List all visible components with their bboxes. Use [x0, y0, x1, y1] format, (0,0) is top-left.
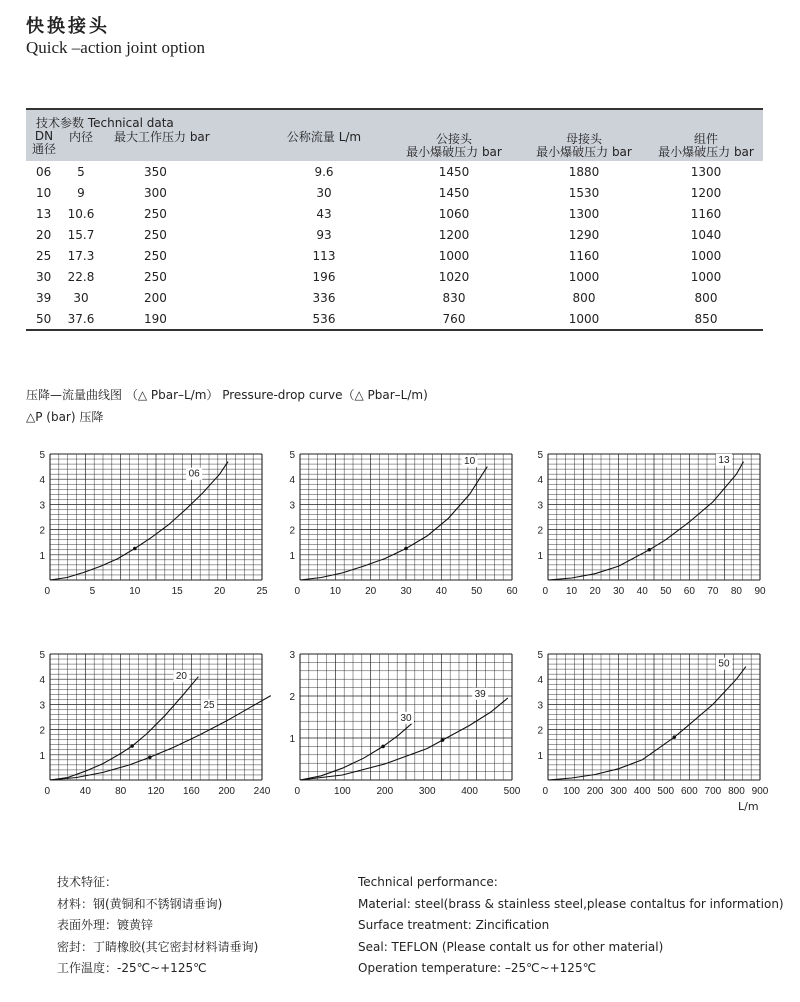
x-tick-label: 0 — [44, 786, 50, 797]
y-tick-label: 4 — [39, 475, 45, 487]
y-tick-label: 5 — [39, 650, 45, 661]
x-tick-label: 10 — [565, 586, 578, 597]
rated-flow-marker — [148, 756, 152, 760]
x-tick-label: 5 — [89, 586, 96, 597]
x-tick-label: 600 — [680, 786, 698, 797]
table-cell-inner: 17.3 — [67, 248, 95, 263]
y-tick-label: 5 — [537, 450, 543, 461]
chart-dn20-25 — [38, 646, 276, 802]
table-header-row — [26, 130, 763, 161]
y-tick-label: 2 — [39, 525, 45, 537]
curve-label: 20 — [175, 671, 188, 683]
y-tick-label: 4 — [537, 475, 543, 487]
header-male — [389, 130, 519, 161]
perf-en-line: Operation temperature: –25℃~+125℃ — [358, 961, 597, 975]
y-tick-label: 1 — [289, 550, 295, 562]
x-tick-label: 80 — [115, 786, 127, 797]
header-assembly-line2: 最小爆破压力 bar — [658, 144, 754, 159]
x-tick-label: 100 — [563, 786, 580, 797]
table-cell-inner: 15.7 — [67, 227, 95, 242]
x-tick-label: 10 — [329, 586, 341, 597]
y-tick-label: 2 — [289, 525, 295, 537]
table-cell-flow: 336 — [312, 290, 336, 305]
x-tick-label: 40 — [636, 586, 648, 597]
header-male-line1: 公接头 — [435, 131, 472, 146]
table-cell-female: 1000 — [568, 269, 600, 284]
table-cell-dn: 06 — [36, 164, 52, 179]
y-tick-label: 2 — [39, 725, 45, 737]
table-cell-male: 760 — [389, 308, 519, 330]
curve-25 — [50, 696, 271, 780]
x-tick-label: 160 — [182, 786, 200, 797]
x-tick-label: 0 — [294, 586, 300, 597]
curve-label: 39 — [474, 688, 486, 700]
perf-en-line: Surface treatment: Zincification — [358, 918, 550, 932]
table-row — [26, 266, 763, 287]
x-tick-label: 80 — [730, 586, 743, 597]
table-row — [26, 203, 763, 224]
table-cell-pressure: 250 — [144, 206, 167, 221]
header-female-line1: 母接头 — [565, 131, 602, 146]
y-tick-label: 1 — [39, 750, 45, 762]
header-assembly — [649, 130, 763, 161]
header-inner: 内径 — [68, 130, 93, 144]
table-cell-male: 1000 — [438, 248, 470, 263]
page-title-en: Quick –action joint option — [26, 38, 205, 57]
table-cell-male: 1060 — [438, 206, 470, 221]
y-tick-label: 5 — [289, 450, 295, 461]
curve-50 — [548, 667, 746, 780]
table-caption-row — [26, 109, 763, 130]
x-tick-label: 0 — [294, 786, 300, 797]
table-cell-pressure: 200 — [144, 290, 167, 305]
y-tick-label: 5 — [537, 650, 543, 661]
rated-flow-marker — [672, 735, 676, 739]
table-cell-flow: 536 — [259, 308, 389, 330]
chart-dn06 — [38, 446, 276, 602]
table-cell-dn: 50 — [26, 308, 62, 330]
perf-en-line: Seal: TEFLON (Please contalt us for other material) — [358, 939, 664, 954]
perf-cn-line: 技术特征： — [57, 875, 118, 889]
table-cell-female: 1530 — [568, 185, 600, 200]
y-tick-label: 3 — [289, 650, 295, 661]
perf-en-line: Material: steel(brass & stainless steel,please contaltus for information) — [358, 896, 784, 911]
table-cell-assembly: 850 — [649, 308, 763, 330]
perf-cn-line: 材料：钢(黄铜和不锈钢请垂询) — [57, 896, 223, 911]
perf-en-line: Technical performance: — [358, 875, 498, 889]
rated-flow-marker — [133, 547, 137, 551]
x-tick-label: 200 — [376, 786, 394, 797]
y-tick-label: 2 — [289, 692, 295, 703]
y-tick-label: 3 — [39, 500, 45, 512]
y-tick-label: 1 — [39, 550, 45, 562]
x-tick-label: 500 — [503, 786, 521, 797]
curve-label: 50 — [718, 658, 730, 670]
chart-dn50 — [536, 646, 774, 802]
x-tick-label: 240 — [253, 786, 271, 797]
table-cell-dn: 25 — [36, 248, 52, 263]
y-tick-label: 1 — [537, 550, 543, 562]
x-tick-label: 300 — [610, 786, 628, 797]
x-tick-label: 50 — [471, 586, 483, 597]
rated-flow-marker — [404, 547, 408, 551]
table-cell-inner: 30 — [73, 290, 89, 305]
x-tick-label: 400 — [461, 786, 478, 797]
x-tick-label: 70 — [707, 586, 719, 597]
table-cell-female: 1300 — [568, 206, 600, 221]
table-cell-inner: 10.6 — [67, 206, 95, 221]
table-cell-assembly: 1000 — [690, 248, 722, 263]
table-cell-flow: 113 — [312, 248, 336, 263]
rated-flow-marker — [647, 548, 651, 552]
header-male-line2: 最小爆破压力 bar — [406, 144, 502, 159]
table-cell-assembly: 1160 — [690, 206, 722, 221]
table-cell-male: 1200 — [438, 227, 470, 242]
table-row — [26, 182, 763, 203]
table-cell-female: 1880 — [568, 164, 600, 179]
x-tick-label: 60 — [683, 586, 695, 597]
y-tick-label: 3 — [39, 700, 45, 712]
header-dn — [26, 130, 62, 161]
performance-en — [358, 872, 784, 980]
table-cell-inner: 5 — [77, 164, 85, 179]
table-cell-dn: 20 — [36, 227, 52, 242]
curve-label: 30 — [400, 712, 412, 724]
table-cell-flow: 196 — [312, 269, 336, 284]
table-cell-male: 830 — [442, 290, 466, 305]
x-tick-label: 120 — [147, 786, 165, 797]
table-cell-pressure: 350 — [144, 164, 167, 179]
table-cell-pressure: 250 — [144, 227, 167, 242]
x-tick-label: 500 — [657, 786, 675, 797]
x-tick-label: 20 — [365, 586, 377, 597]
table-cell-assembly: 1000 — [690, 269, 722, 284]
header-dn-cn: 通径 — [31, 142, 56, 156]
header-flow: 公称流量 L/m — [286, 130, 362, 144]
pressure-axis-caption: △P (bar) 压降 — [26, 410, 104, 424]
chart-dn30-39 — [288, 646, 526, 802]
table-cell-inner: 22.8 — [67, 269, 95, 284]
y-tick-label: 1 — [289, 734, 295, 745]
table-cell-male: 1450 — [438, 164, 470, 179]
table-cell-female: 800 — [572, 290, 596, 305]
header-dn-label: DN — [34, 129, 54, 143]
y-tick-label: 2 — [537, 725, 543, 737]
curve-20 — [50, 677, 198, 780]
x-tick-label: 700 — [704, 786, 722, 797]
perf-cn-line: 表面外理：镀黄锌 — [57, 918, 154, 932]
table-cell-male: 1020 — [438, 269, 470, 284]
table-cell-flow: 30 — [316, 185, 332, 200]
x-tick-label: 0 — [542, 586, 548, 597]
y-tick-label: 3 — [537, 700, 543, 712]
table-row — [26, 224, 763, 245]
table-cell-inner: 9 — [77, 185, 85, 200]
table-cell-male: 1450 — [438, 185, 470, 200]
table-cell-dn: 30 — [36, 269, 52, 284]
x-tick-label: 200 — [218, 786, 236, 797]
table-body — [26, 161, 763, 330]
table-cell-assembly: 1300 — [690, 164, 722, 179]
table-row — [26, 287, 763, 308]
y-tick-label: 3 — [289, 500, 295, 512]
x-tick-label: 20 — [214, 586, 226, 597]
rated-flow-marker — [130, 744, 134, 748]
y-tick-label: 4 — [537, 675, 543, 687]
table-cell-assembly: 1040 — [690, 227, 722, 242]
x-tick-label: 800 — [728, 786, 745, 797]
curve-label: 13 — [718, 454, 730, 466]
curve-caption: 压降—流量曲线图 （△ Pbar–L/m） Pressure-drop curve（△ Pbar–L/m) — [26, 388, 428, 402]
table-cell-flow: 43 — [316, 206, 332, 221]
y-tick-label: 1 — [537, 750, 543, 762]
x-tick-label: 20 — [589, 586, 601, 597]
table-cell-female: 1160 — [568, 248, 600, 263]
x-tick-label: 30 — [400, 586, 412, 597]
header-female-line2: 最小爆破压力 bar — [536, 144, 632, 159]
rated-flow-marker — [441, 738, 445, 742]
x-tick-label: 40 — [79, 786, 91, 797]
x-tick-label: 10 — [129, 586, 141, 597]
x-tick-label: 15 — [171, 586, 183, 597]
table-cell-female: 1290 — [568, 227, 600, 242]
x-tick-label: 50 — [660, 586, 672, 597]
x-tick-label: 100 — [334, 786, 351, 797]
table-cell-assembly: 1200 — [690, 185, 722, 200]
x-tick-label: 0 — [542, 786, 548, 797]
header-assembly-line1: 组件 — [693, 131, 718, 146]
table-cell-assembly: 800 — [694, 290, 718, 305]
perf-cn-line: 密封：丁睛橡胶(其它密封材料请垂询) — [57, 939, 259, 954]
table-cell-flow: 93 — [316, 227, 332, 242]
technical-data-table — [26, 108, 763, 331]
table-cell-female: 1000 — [519, 308, 649, 330]
chart-dn10 — [288, 446, 526, 602]
table-row — [26, 245, 763, 266]
perf-cn-line: 工作温度：-25℃~+125℃ — [57, 961, 207, 975]
table-cell-flow: 9.6 — [314, 164, 334, 179]
x-tick-label: 200 — [586, 786, 604, 797]
x-tick-label: 300 — [418, 786, 436, 797]
table-row — [26, 161, 763, 182]
x-tick-label: 25 — [256, 586, 268, 597]
curve-label: 10 — [464, 456, 476, 468]
chart-dn13 — [536, 446, 774, 602]
table-cell-inner: 37.6 — [62, 308, 100, 330]
x-tick-label: 40 — [435, 586, 447, 597]
table-cell-pressure: 300 — [144, 185, 167, 200]
page-title-cn: 快换接头 — [26, 16, 110, 37]
x-tick-label: 900 — [751, 786, 769, 797]
table-cell-dn: 39 — [36, 290, 52, 305]
rated-flow-marker — [381, 745, 385, 749]
header-female — [519, 130, 649, 161]
x-tick-label: 90 — [754, 586, 766, 597]
header-max-pressure: 最大工作压力 bar — [114, 130, 210, 144]
table-cell-pressure: 250 — [144, 248, 167, 263]
y-tick-label: 5 — [39, 450, 45, 461]
table-row — [26, 308, 763, 330]
table-cell-dn: 10 — [36, 185, 52, 200]
x-tick-label: 400 — [633, 786, 651, 797]
y-tick-label: 3 — [537, 500, 543, 512]
table-caption: 技术参数 Technical data — [36, 116, 174, 130]
table-cell-pressure: 250 — [144, 269, 167, 284]
table-cell-dn: 13 — [36, 206, 52, 221]
performance-cn — [57, 872, 258, 980]
x-tick-label: 0 — [44, 586, 50, 597]
curve-label: 25 — [203, 700, 215, 712]
flow-unit-label: L/m — [738, 800, 759, 813]
x-tick-label: 30 — [613, 586, 625, 597]
y-tick-label: 4 — [39, 675, 45, 687]
x-tick-label: 60 — [506, 586, 518, 597]
y-tick-label: 2 — [537, 525, 543, 537]
y-tick-label: 4 — [289, 475, 295, 487]
table-cell-pressure: 190 — [100, 308, 259, 330]
curve-label: 06 — [188, 468, 200, 480]
